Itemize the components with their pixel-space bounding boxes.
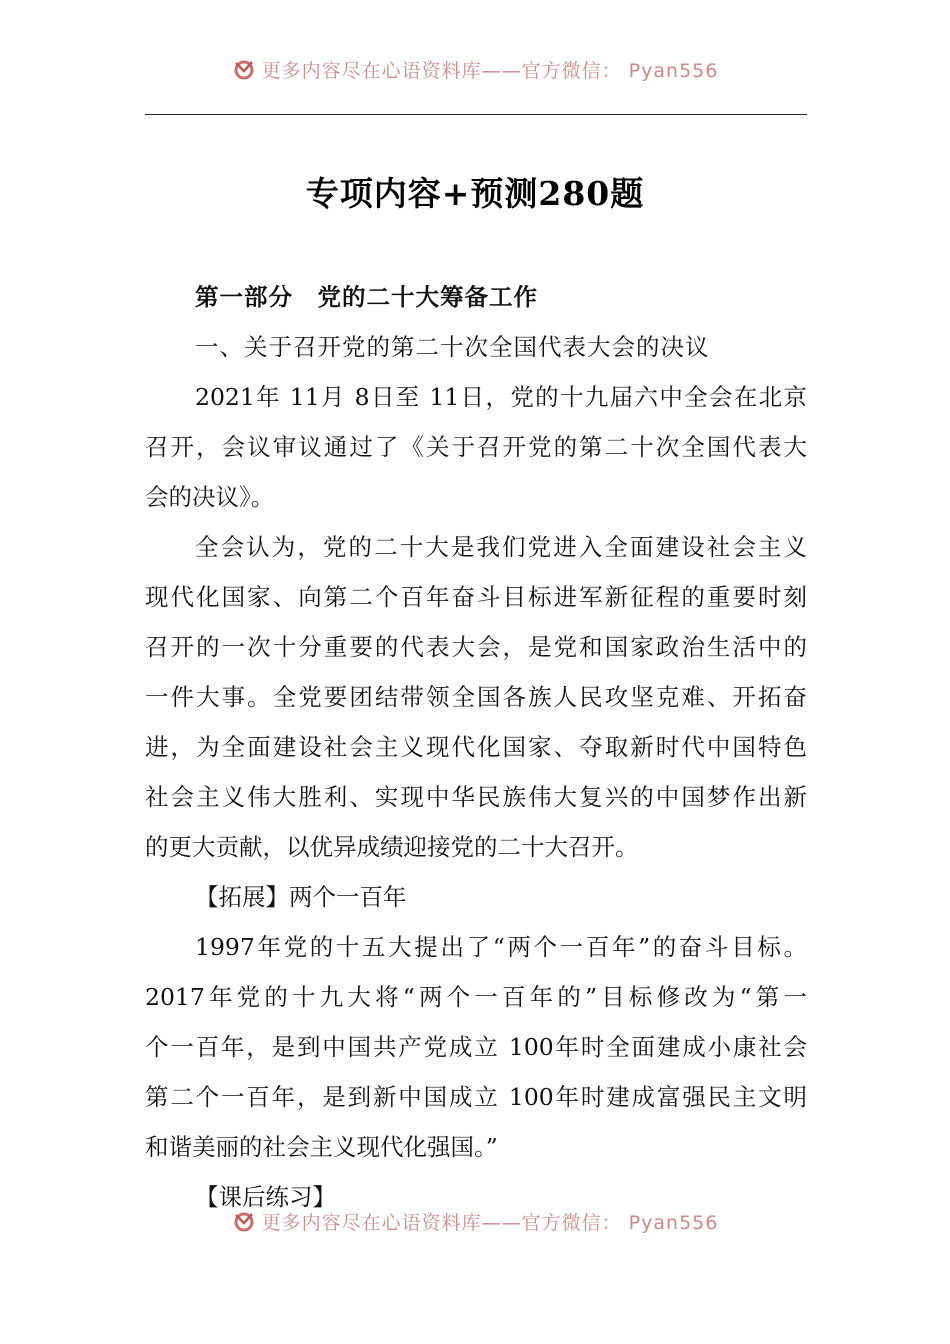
section-heading: 一、关于召开党的第二十次全国代表大会的决议 [195,333,710,361]
logo-mark-icon [232,59,256,81]
document-title: 专项内容+预测280题 [305,174,645,213]
paragraph-line: 召开，会议审议通过了《关于召开党的第二十次全国代表大 [145,433,807,461]
paragraph-line: 一件大事。全党要团结带领全国各族人民攻坚克难、开拓奋 [145,683,807,711]
header-divider [145,114,807,115]
paragraph-line: 2017年党的十九大将“两个一百年的”目标修改为“第一 [145,983,807,1011]
footer-watermark [0,1208,950,1235]
paragraph-line: 全会认为，党的二十大是我们党进入全面建设社会主义 [195,533,807,561]
paragraph-line: 第二个一百年，是到新中国成立 100年时建成富强民主文明 [145,1083,807,1111]
paragraph-line: 现代化国家、向第二个百年奋斗目标进军新征程的重要时刻 [145,583,807,611]
paragraph-line: 个一百年，是到中国共产党成立 100年时全面建成小康社会 [145,1033,807,1061]
paragraph-line: 2021年 11月 8日至 11日，党的十九届六中全会在北京 [195,383,807,411]
header-watermark [0,56,950,83]
paragraph-3 [145,922,807,1172]
exercise-label: 【课后练习】 [195,1183,336,1211]
paragraph-line: 召开的一次十分重要的代表大会，是党和国家政治生活中的 [145,633,807,661]
paragraph-1 [145,372,807,522]
part-heading: 第一部分 党的二十大筹备工作 [195,283,538,311]
paragraph-line: 和谐美丽的社会主义现代化强国。” [145,1133,498,1161]
document-body [145,272,807,1222]
paragraph-line: 1997年党的十五大提出了“两个一百年”的奋斗目标。 [195,933,807,961]
extension-label: 【拓展】两个一百年 [195,883,407,911]
paragraph-line: 的更大贡献，以优异成绩迎接党的二十大召开。 [145,833,639,861]
paragraph-line: 会的决议》。 [145,483,275,511]
paragraph-line: 进，为全面建设社会主义现代化国家、夺取新时代中国特色 [145,733,807,761]
logo-mark-icon [232,1211,256,1233]
watermark-text: 更多内容尽在心语资料库——官方微信： Pyan556 [261,1212,719,1234]
paragraph-2 [145,522,807,872]
watermark-text: 更多内容尽在心语资料库——官方微信： Pyan556 [261,60,719,82]
paragraph-line: 社会主义伟大胜利、实现中华民族伟大复兴的中国梦作出新 [145,783,807,811]
